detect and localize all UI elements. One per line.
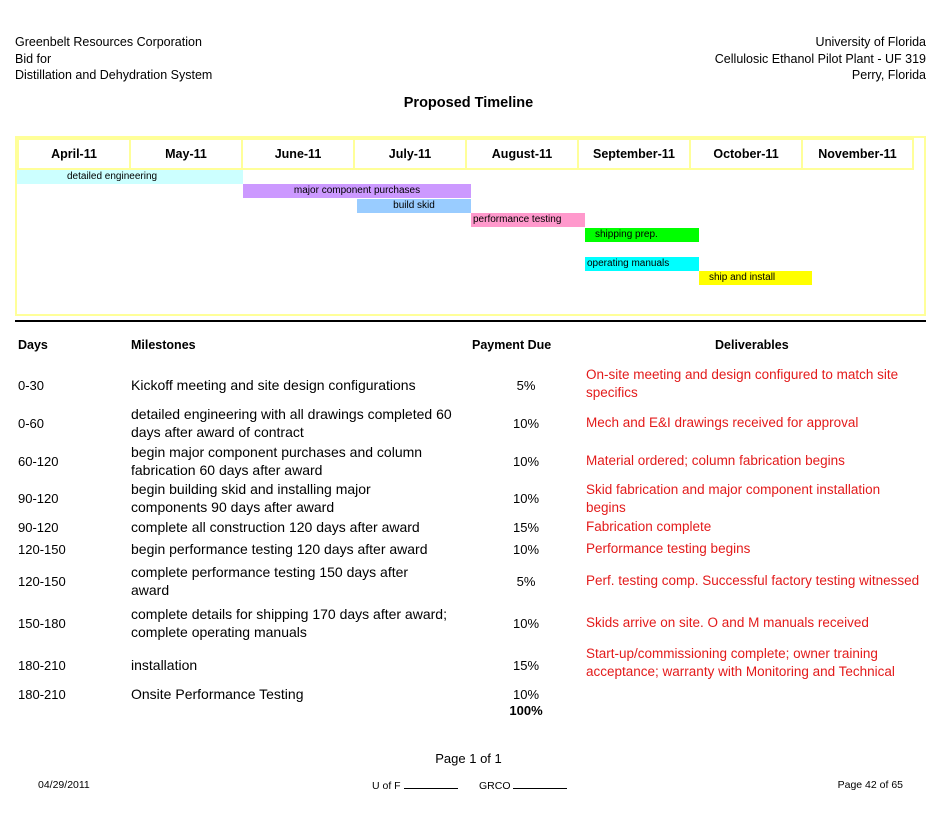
row-3-milestone: begin major component purchases and column fabrication 60 days after award bbox=[131, 444, 423, 478]
row-3-days: 60-120 bbox=[18, 454, 59, 469]
bid-for: Bid for bbox=[15, 51, 52, 66]
month-june: June-11 bbox=[241, 138, 355, 170]
month-november: November-11 bbox=[801, 138, 914, 170]
row-1-milestone: Kickoff meeting and site design configurations bbox=[131, 377, 416, 393]
header-milestones: Milestones bbox=[131, 338, 196, 352]
system-name: Distillation and Dehydration System bbox=[15, 68, 213, 82]
grco-signature-line bbox=[513, 779, 567, 789]
location: Perry, Florida bbox=[851, 68, 926, 82]
row-7-deliverable: Perf. testing comp. Successful factory testing witnessed bbox=[586, 573, 920, 588]
row-2-days: 0-60 bbox=[18, 416, 45, 431]
row-4-deliverable: Skid fabrication and major component installation begins bbox=[586, 482, 881, 515]
payment-total: 100% bbox=[509, 703, 543, 718]
row-7-days: 120-150 bbox=[18, 574, 66, 589]
month-july: July-11 bbox=[353, 138, 467, 170]
row-5-deliverable: Fabrication complete bbox=[586, 519, 712, 534]
row-6-deliverable: Performance testing begins bbox=[586, 541, 751, 556]
task-detailed-engineering: detailed engineering bbox=[17, 170, 243, 184]
footer-uf-signature bbox=[372, 779, 458, 792]
page-of: Page 1 of 1 bbox=[435, 751, 502, 766]
row-5-milestone: complete all construction 120 days after award bbox=[131, 519, 420, 535]
row-6-payment: 10% bbox=[512, 542, 540, 557]
uf-label: U of F bbox=[372, 780, 401, 792]
company-name: Greenbelt Resources Corporation bbox=[15, 35, 202, 49]
footer-page-number: Page 42 of 65 bbox=[837, 779, 903, 791]
grco-label: GRCO bbox=[479, 780, 511, 792]
row-1-payment: 5% bbox=[516, 378, 536, 393]
row-10-days: 180-210 bbox=[18, 687, 66, 702]
section-divider bbox=[15, 320, 926, 322]
row-8-deliverable: Skids arrive on site. O and M manuals received bbox=[586, 615, 869, 630]
row-7-payment: 5% bbox=[516, 574, 536, 589]
row-9-payment: 15% bbox=[512, 658, 540, 673]
task-operating-manuals: operating manuals bbox=[585, 257, 699, 271]
row-9-days: 180-210 bbox=[18, 658, 66, 673]
row-6-milestone: begin performance testing 120 days after award bbox=[131, 541, 428, 557]
row-1-days: 0-30 bbox=[18, 378, 45, 393]
task-performance-testing: performance testing bbox=[471, 213, 585, 227]
row-5-payment: 15% bbox=[512, 520, 540, 535]
row-7-milestone: complete performance testing 150 days after award bbox=[131, 564, 409, 598]
month-may: May-11 bbox=[129, 138, 243, 170]
month-august: August-11 bbox=[465, 138, 579, 170]
row-4-payment: 10% bbox=[512, 491, 540, 506]
footer-grco-signature bbox=[479, 779, 567, 792]
row-4-days: 90-120 bbox=[18, 491, 59, 506]
month-april: April-11 bbox=[17, 138, 131, 170]
task-build-skid: build skid bbox=[357, 199, 471, 213]
row-10-payment: 10% bbox=[512, 687, 540, 702]
row-4-milestone: begin building skid and installing major components 90 days after award bbox=[131, 481, 371, 515]
month-october: October-11 bbox=[689, 138, 803, 170]
month-september: September-11 bbox=[577, 138, 691, 170]
row-3-payment: 10% bbox=[512, 454, 540, 469]
row-2-deliverable: Mech and E&I drawings received for approval bbox=[586, 415, 859, 430]
row-8-days: 150-180 bbox=[18, 616, 66, 631]
row-2-payment: 10% bbox=[512, 416, 540, 431]
row-9-deliverable: Start-up/commissioning complete; owner training acceptance; warranty with Monitoring and Technical bbox=[586, 646, 895, 679]
task-ship-and-install: ship and install bbox=[699, 271, 812, 285]
uf-signature-line bbox=[404, 779, 458, 789]
header-deliverables: Deliverables bbox=[715, 338, 789, 352]
header-payment: Payment Due bbox=[472, 338, 552, 352]
row-10-milestone: Onsite Performance Testing bbox=[131, 686, 304, 702]
gantt-chart bbox=[15, 136, 926, 316]
client-name: University of Florida bbox=[815, 35, 926, 49]
row-2-milestone: detailed engineering with all drawings completed 60 days after award of contract bbox=[131, 406, 452, 440]
month-header bbox=[17, 138, 924, 170]
row-8-milestone: complete details for shipping 170 days after award; complete operating manuals bbox=[131, 606, 447, 640]
row-8-payment: 10% bbox=[512, 616, 540, 631]
row-9-milestone: installation bbox=[131, 657, 198, 673]
row-1-deliverable: On-site meeting and design configured to match site specifics bbox=[586, 367, 899, 400]
footer-date: 04/29/2011 bbox=[38, 779, 90, 791]
header-days: Days bbox=[18, 338, 48, 352]
task-major-component-purchases: major component purchases bbox=[243, 184, 471, 198]
header-left bbox=[15, 34, 212, 84]
project-name: Cellulosic Ethanol Pilot Plant - UF 319 bbox=[714, 51, 926, 66]
row-5-days: 90-120 bbox=[18, 520, 59, 535]
page-title: Proposed Timeline bbox=[403, 95, 534, 111]
task-shipping-prep: shipping prep. bbox=[585, 228, 699, 242]
header-right bbox=[715, 34, 926, 84]
row-6-days: 120-150 bbox=[18, 542, 66, 557]
row-3-deliverable: Material ordered; column fabrication begins bbox=[586, 453, 845, 468]
